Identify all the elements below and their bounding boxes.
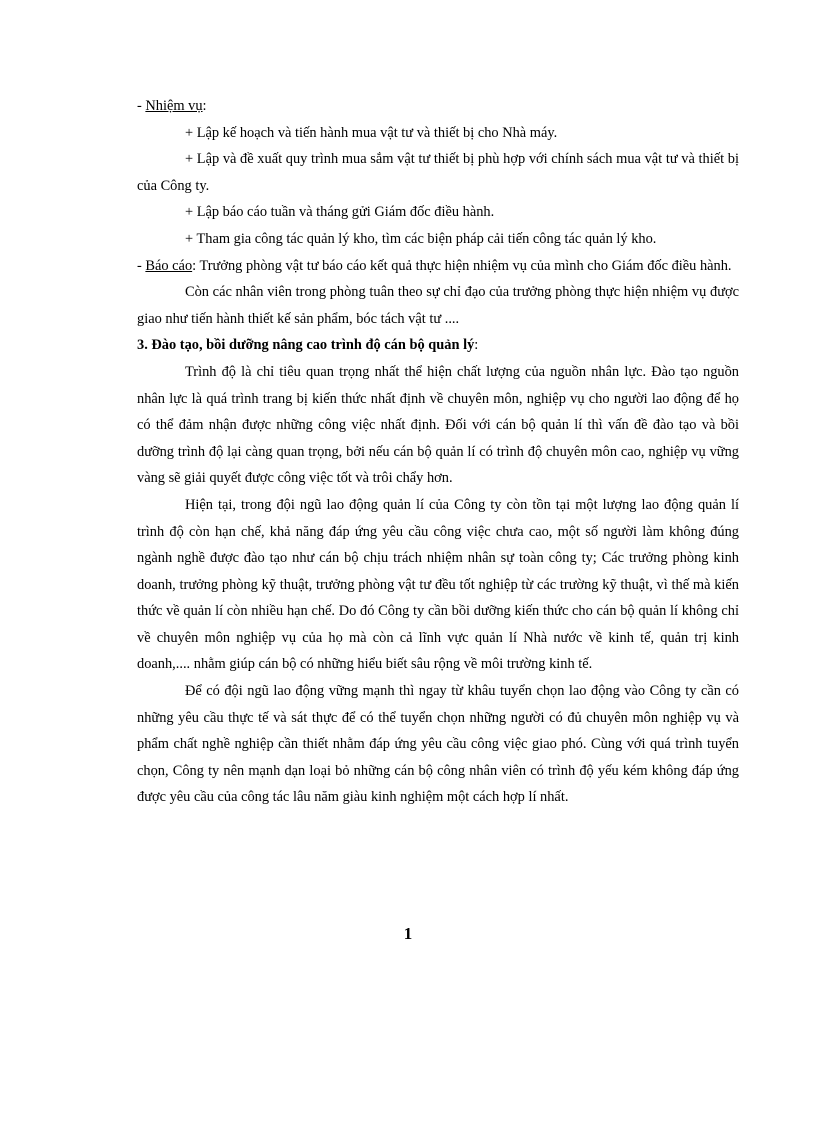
section-3-heading-text: 3. Đào tạo, bồi dưỡng nâng cao trình độ cán bộ quản lý [137, 337, 475, 354]
section-3-heading-suffix: : [474, 337, 479, 354]
report-text: : Trưởng phòng vật tư báo cáo kết quả thực hiện nhiệm vụ của mình cho Giám đốc điều hành. [192, 257, 732, 274]
task-item-4: + Tham gia công tác quản lý kho, tìm các biện pháp cải tiến công tác quản lý kho. [185, 230, 657, 247]
section-3-heading [137, 332, 739, 359]
report-label: Báo cáo [145, 257, 193, 274]
report-prefix: - [137, 257, 146, 274]
tasks-prefix: - [137, 98, 146, 114]
task-item-2: + Lập và đề xuất quy trình mua sắm vật tư thiết bị phù hợp với chính sách mua vật tư và thiết bị của Công ty. [137, 151, 739, 194]
task-item-1: + Lập kế hoạch và tiến hành mua vật tư và thiết bị cho Nhà máy. [185, 124, 558, 141]
tasks-heading-line [137, 93, 739, 120]
paragraph-qualification: Trình độ là chỉ tiêu quan trọng nhất thể hiện chất lượng của nguồn nhân lực. Đào tạo nguồn nhân lực là quá trình trang bị kiến thức nhất định về chuyên môn, nghiệp vụ cho người lao động để họ có thể đảm nhận được những công việc nhất định. Đối với cán bộ quản lí thì vấn đề đào tạo và bồi dưỡng trình độ lại càng quan trọng, bởi nếu cán bộ quản lí có trình độ chuyên môn cao, nghiệp vụ vững vàng sẽ giải quyết được công việc tốt và trôi chẩy hơn. [137, 363, 739, 487]
paragraph-current-state: Hiện tại, trong đội ngũ lao động quản lí của Công ty còn tồn tại một lượng lao động quản lí trình độ còn hạn chế, khả năng đáp ứng yêu cầu công việc chưa cao, một số người làm không đúng ngành nghề được đào tạo như cán bộ chịu trách nhiệm nhân sự toàn công ty; Các trưởng phòng kinh doanh, trưởng phòng kỹ thuật, trưởng phòng vật tư đều tốt nghiệp từ các trường kỹ thuật, vì thế mà kiến thức về quản lí còn nhiều hạn chế. Do đó Công ty cần bồi dưỡng kiến thức cho cán bộ quản lí không chỉ về chuyên môn nghiệp vụ của họ mà còn cả lĩnh vực quản lí Nhà nước về kinh tế, quản trị kinh doanh,.... nhằm giúp cán bộ có những hiểu biết sâu rộng về môi trường kinh tế. [137, 496, 739, 673]
tasks-label: Nhiệm vụ [145, 98, 203, 114]
task-item-3: + Lập báo cáo tuần và tháng gửi Giám đốc điều hành. [185, 204, 495, 221]
tasks-suffix: : [202, 98, 207, 114]
paragraph-recruitment: Để có đội ngũ lao động vững mạnh thì ngay từ khâu tuyển chọn lao động vào Công ty cần có những yêu cầu thực tế và sát thực để có thể tuyển chọn những người có đủ chuyên môn nghiệp vụ và phẩm chất nghề nghiệp cần thiết nhằm đáp ứng yêu cầu công việc giao phó. Cùng với quá trình tuyển chọn, Công ty nên mạnh dạn loại bỏ những cán bộ công nhân viên có trình độ yếu kém không đáp ứng được yêu cầu của công tác lâu năm giàu kinh nghiệm một cách hợp lí nhất. [137, 683, 739, 806]
staff-paragraph: Còn các nhân viên trong phòng tuân theo sự chỉ đạo của trưởng phòng thực hiện nhiệm vụ được giao như tiến hành thiết kế sản phẩm, bóc tách vật tư .... [137, 284, 739, 327]
document-body [137, 93, 739, 811]
page-number: 1 [403, 924, 413, 943]
report-paragraph [137, 253, 739, 280]
